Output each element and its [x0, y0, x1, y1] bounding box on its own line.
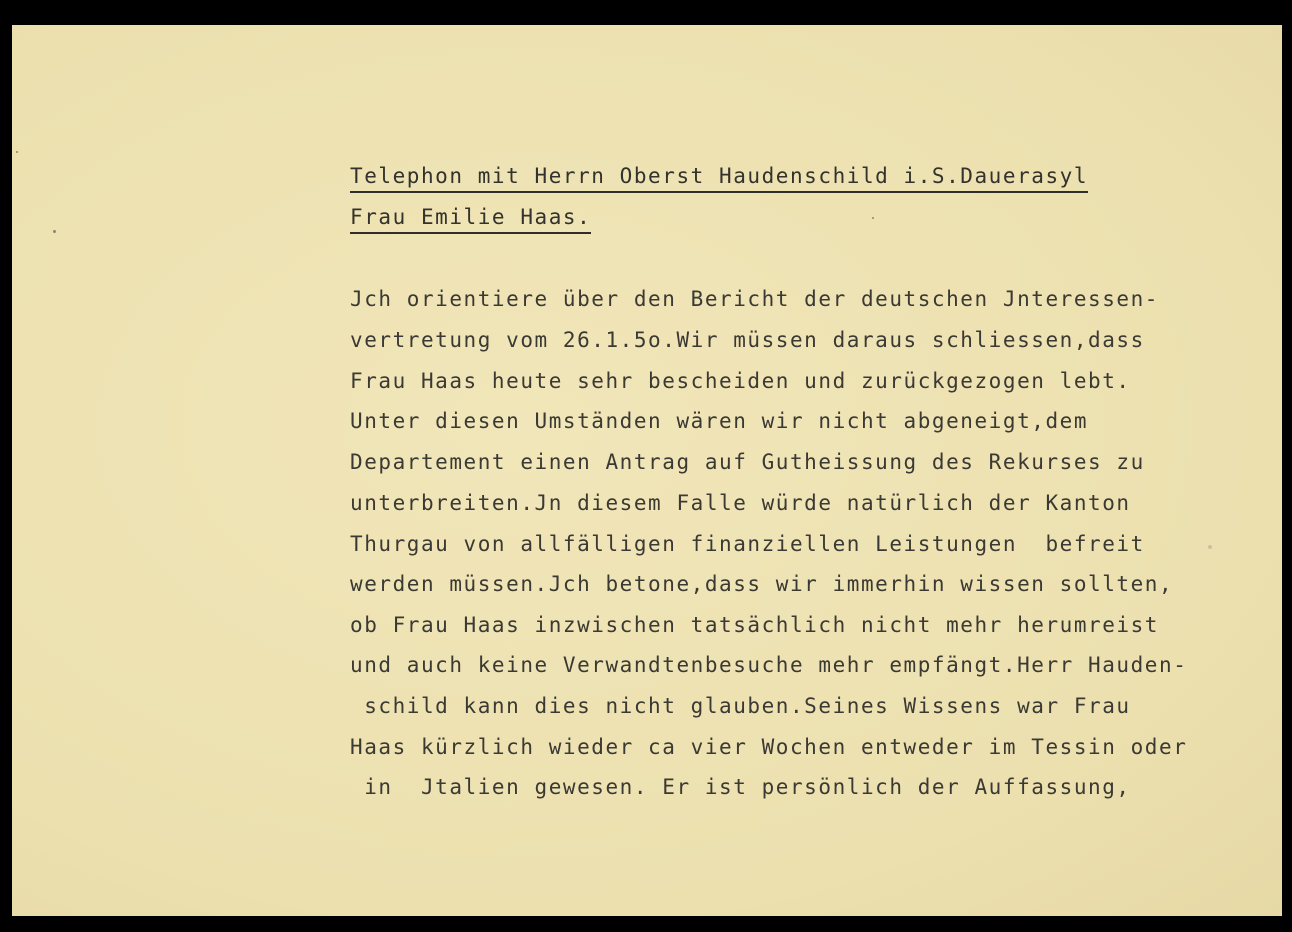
paper-speck: [1208, 545, 1212, 549]
body-line-2: vertretung vom 26.1.5o.Wir müssen daraus schliessen,dass: [350, 328, 1145, 352]
paper-speck: [872, 217, 874, 219]
body-line-12: Haas kürzlich wieder ca vier Wochen entweder im Tessin oder: [350, 735, 1188, 759]
body-line-10: und auch keine Verwandtenbesuche mehr empfängt.Herr Hauden-: [350, 653, 1188, 677]
heading-line-2: Frau Emilie Haas.: [350, 204, 591, 234]
body-line-6: unterbreiten.Jn diesem Falle würde natürlich der Kanton: [350, 491, 1131, 515]
body-line-9: ob Frau Haas inzwischen tatsächlich nicht mehr herumreist: [350, 613, 1160, 637]
heading-line-1: Telephon mit Herrn Oberst Haudenschild i.S.Dauerasyl: [350, 163, 1088, 193]
body-line-1: Jch orientiere über den Bericht der deutschen Jnteressen-: [350, 287, 1160, 311]
body-line-3: Frau Haas heute sehr bescheiden und zurückgezogen lebt.: [350, 369, 1131, 393]
paper-speck: [16, 151, 18, 153]
body-line-13: in Jtalien gewesen. Er ist persönlich der Auffassung,: [350, 775, 1131, 799]
body-line-7: Thurgau von allfälligen finanziellen Leistungen befreit: [350, 532, 1145, 556]
body-line-4: Unter diesen Umständen wären wir nicht abgeneigt,dem: [350, 409, 1089, 433]
body-line-5: Departement einen Antrag auf Gutheissung des Rekurses zu: [350, 450, 1145, 474]
paper-sheet: [12, 25, 1282, 916]
body-line-8: werden müssen.Jch betone,dass wir immerhin wissen sollten,: [350, 572, 1174, 596]
body-line-11: schild kann dies nicht glauben.Seines Wissens war Frau: [350, 694, 1131, 718]
paper-speck: [53, 230, 56, 233]
